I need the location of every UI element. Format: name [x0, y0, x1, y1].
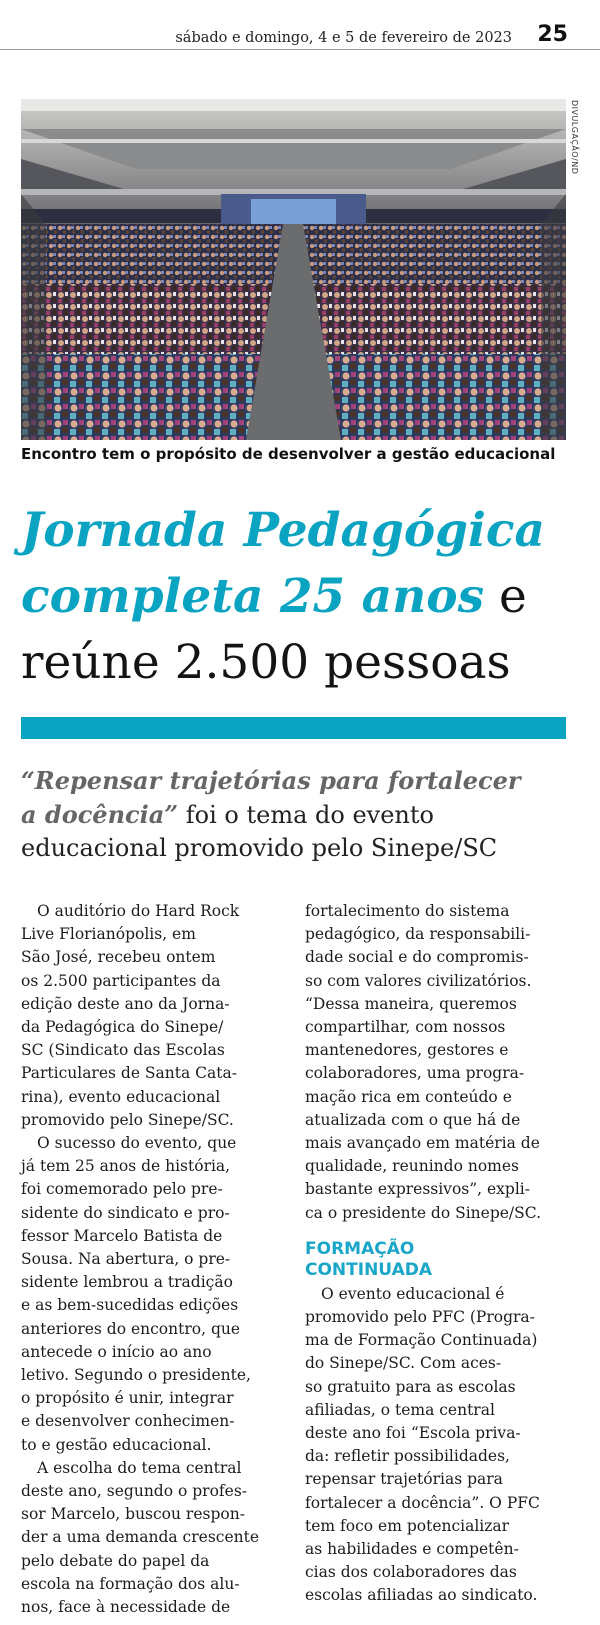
text-line: escola na formação dos alu-	[21, 1574, 240, 1593]
text-line: A escolha do tema central	[37, 1458, 242, 1477]
text-line: anteriores do encontro, que	[21, 1319, 241, 1338]
text-line: der a uma demanda crescente	[21, 1528, 260, 1547]
article-column-left	[21, 900, 283, 1619]
headline-part-4: reúne 2.500 pessoas	[21, 635, 511, 690]
text-line: Sousa. Na abertura, o pre-	[21, 1250, 231, 1269]
text-line: O sucesso do evento, que	[37, 1134, 237, 1153]
text-line: O auditório do Hard Rock	[37, 902, 240, 920]
text-line: dade social e do compromis-	[305, 948, 529, 967]
text-line: fortalecer a docência”. O PFC	[305, 1493, 540, 1512]
text-line: sidente do sindicato e pro-	[21, 1203, 230, 1222]
text-line: da: refletir possibilidades,	[305, 1447, 510, 1466]
text-line: do Sinepe/SC. Com aces-	[305, 1354, 502, 1373]
text-line: qualidade, reunindo nomes	[305, 1157, 519, 1176]
text-line: deste ano foi “Escola priva-	[305, 1424, 521, 1443]
text-line: fortalecimento do sistema	[305, 902, 510, 920]
headline	[21, 498, 581, 696]
text-line: as habilidades e competên-	[305, 1540, 519, 1559]
text-line: os 2.500 participantes da	[21, 971, 221, 990]
text-line: cias dos colaboradores das	[305, 1563, 517, 1582]
article-column-right	[305, 900, 567, 1608]
text-line: colaboradores, uma progra-	[305, 1064, 525, 1083]
text-line: da Pedagógica do Sinepe/	[21, 1018, 224, 1037]
text-line: pedagógico, da responsabili-	[305, 925, 531, 944]
text-line: Live Florianópolis, em	[21, 925, 196, 944]
text-line: mais avançado em matéria de	[305, 1134, 540, 1153]
text-line: sidente lembrou a tradição	[21, 1273, 233, 1292]
text-line: ca o presidente do Sinepe/SC.	[305, 1203, 542, 1222]
text-line: so gratuito para as escolas	[305, 1377, 516, 1396]
text-line: to e gestão educacional.	[21, 1435, 212, 1454]
text-line: promovido pelo PFC (Progra-	[305, 1308, 535, 1327]
subhead-quote-2: a docência”	[21, 800, 179, 829]
text-line: pelo debate do papel da	[21, 1551, 210, 1570]
photo-caption: Encontro tem o propósito de desenvolver a gestão educacional	[21, 445, 556, 463]
text-line: “Dessa maneira, queremos	[305, 994, 517, 1013]
text-line: o propósito é unir, integrar	[21, 1389, 234, 1408]
text-line: fessor Marcelo Batista de	[21, 1226, 223, 1245]
text-line: já tem 25 anos de história,	[21, 1157, 231, 1176]
text-line: foi comemorado pelo pre-	[21, 1180, 223, 1199]
text-line: rina), evento educacional	[21, 1087, 221, 1106]
text-line: bastante expressivos”, expli-	[305, 1180, 530, 1199]
page-date: sábado e domingo, 4 e 5 de fevereiro de 2023	[175, 30, 512, 46]
subhead-text-2: educacional promovido pelo Sinepe/SC	[21, 834, 498, 862]
auditorium-crowd-photo	[21, 99, 566, 440]
text-line: escolas afiliadas ao sindicato.	[305, 1586, 538, 1605]
text-line: atualizada com o que há de	[305, 1110, 521, 1129]
text-line: repensar trajetórias para	[305, 1470, 503, 1489]
headline-part-1: Jornada Pedagógica	[21, 503, 545, 558]
section-subtitle-line-1: FORMAÇÃO	[305, 1238, 415, 1259]
header-divider	[0, 49, 600, 50]
accent-bar	[21, 717, 566, 739]
section-subtitle-line-2: CONTINUADA	[305, 1259, 433, 1280]
text-line: São José, recebeu ontem	[21, 948, 216, 967]
text-line: ma de Formação Continuada)	[305, 1331, 538, 1350]
subhead-text-1: foi o tema do evento	[178, 801, 434, 829]
text-line: tem foco em potencializar	[305, 1516, 510, 1535]
headline-part-2: completa 25 anos	[21, 569, 485, 624]
subhead-quote-1: “Repensar trajetórias para fortalecer	[21, 766, 521, 795]
page-number: 25	[537, 22, 568, 47]
text-line: sor Marcelo, buscou respon-	[21, 1505, 245, 1524]
text-line: O evento educacional é	[321, 1284, 505, 1303]
text-line: edição deste ano da Jorna-	[21, 994, 230, 1013]
photo-credit: DIVULGAÇÃO/ND	[570, 100, 579, 175]
headline-part-3: e	[484, 569, 527, 624]
section-subtitle	[305, 1239, 567, 1281]
text-line: antecede o início ao ano	[21, 1342, 212, 1361]
text-line: Particulares de Santa Cata-	[21, 1064, 237, 1083]
text-line: e as bem-sucedidas edições	[21, 1296, 239, 1315]
text-line: so com valores civilizatórios.	[305, 971, 532, 990]
text-line: mação rica em conteúdo e	[305, 1087, 512, 1106]
text-line: e desenvolver conhecimen-	[21, 1412, 235, 1431]
text-line: mantenedores, gestores e	[305, 1041, 509, 1060]
article-column-right-top	[305, 900, 567, 1225]
text-line: deste ano, segundo o profes-	[21, 1482, 248, 1501]
text-line: nos, face à necessidade de	[21, 1598, 231, 1617]
text-line: afiliadas, o tema central	[305, 1400, 495, 1419]
subheadline	[21, 764, 581, 865]
article-column-right-bottom	[305, 1283, 567, 1608]
text-line: promovido pelo Sinepe/SC.	[21, 1110, 234, 1129]
text-line: SC (Sindicato das Escolas	[21, 1041, 225, 1060]
text-line: letivo. Segundo o presidente,	[21, 1366, 251, 1385]
text-line: compartilhar, com nossos	[305, 1018, 506, 1037]
